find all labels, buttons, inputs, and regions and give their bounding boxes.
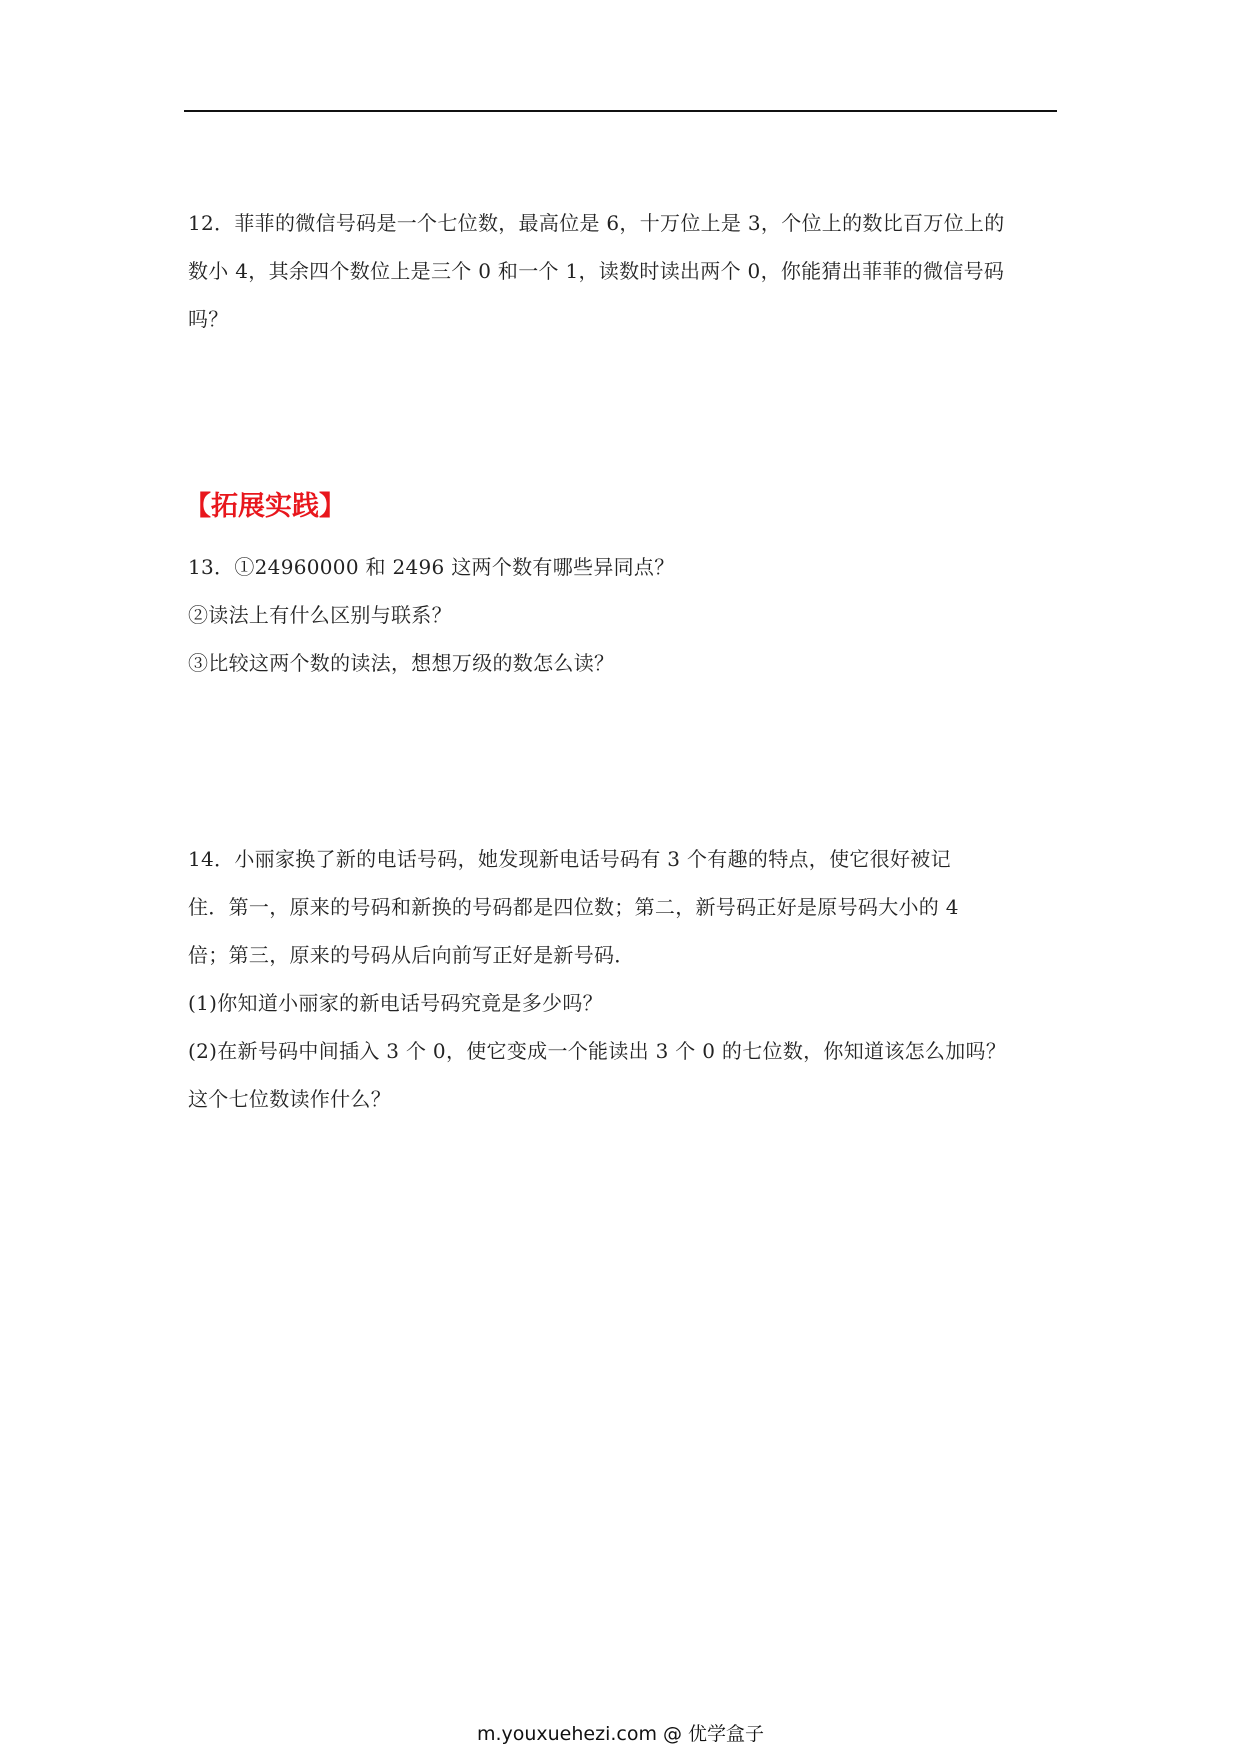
question-12-line-3: 吗？ bbox=[188, 307, 229, 331]
section-title-extension-practice: 【拓展实践】 bbox=[184, 491, 346, 522]
question-13-line-1: 13．①24960000 和 2496 这两个数有哪些异同点？ bbox=[188, 555, 675, 579]
question-13-line-3: ③比较这两个数的读法，想想万级的数怎么读？ bbox=[188, 651, 615, 675]
question-14-line-1: 14．小丽家换了新的电话号码，她发现新电话号码有 3 个有趣的特点，使它很好被记 bbox=[188, 847, 951, 871]
question-14-part-2-continued: 这个七位数读作什么？ bbox=[188, 1087, 391, 1111]
question-12-line-2: 数小 4，其余四个数位上是三个 0 和一个 1，读数时读出两个 0，你能猜出菲菲的微信号码 bbox=[188, 259, 1005, 283]
question-14-line-3: 倍；第三，原来的号码从后向前写正好是新号码． bbox=[188, 943, 635, 967]
question-14-part-1: (1)你知道小丽家的新电话号码究竟是多少吗？ bbox=[188, 991, 603, 1015]
question-14-line-2: 住．第一，原来的号码和新换的号码都是四位数；第二，新号码正好是原号码大小的 4 bbox=[188, 895, 959, 919]
question-14-part-2: (2)在新号码中间插入 3 个 0，使它变成一个能读出 3 个 0 的七位数，你知道该怎么加吗？ bbox=[188, 1039, 1007, 1063]
footer-watermark: m.youxuehezi.com @ 优学盒子 bbox=[476, 1723, 765, 1745]
header-divider bbox=[184, 110, 1057, 112]
question-12-line-1: 12．菲菲的微信号码是一个七位数，最高位是 6，十万位上是 3，个位上的数比百万位上的 bbox=[188, 211, 1005, 235]
question-13-line-2: ②读法上有什么区别与联系？ bbox=[188, 603, 452, 627]
